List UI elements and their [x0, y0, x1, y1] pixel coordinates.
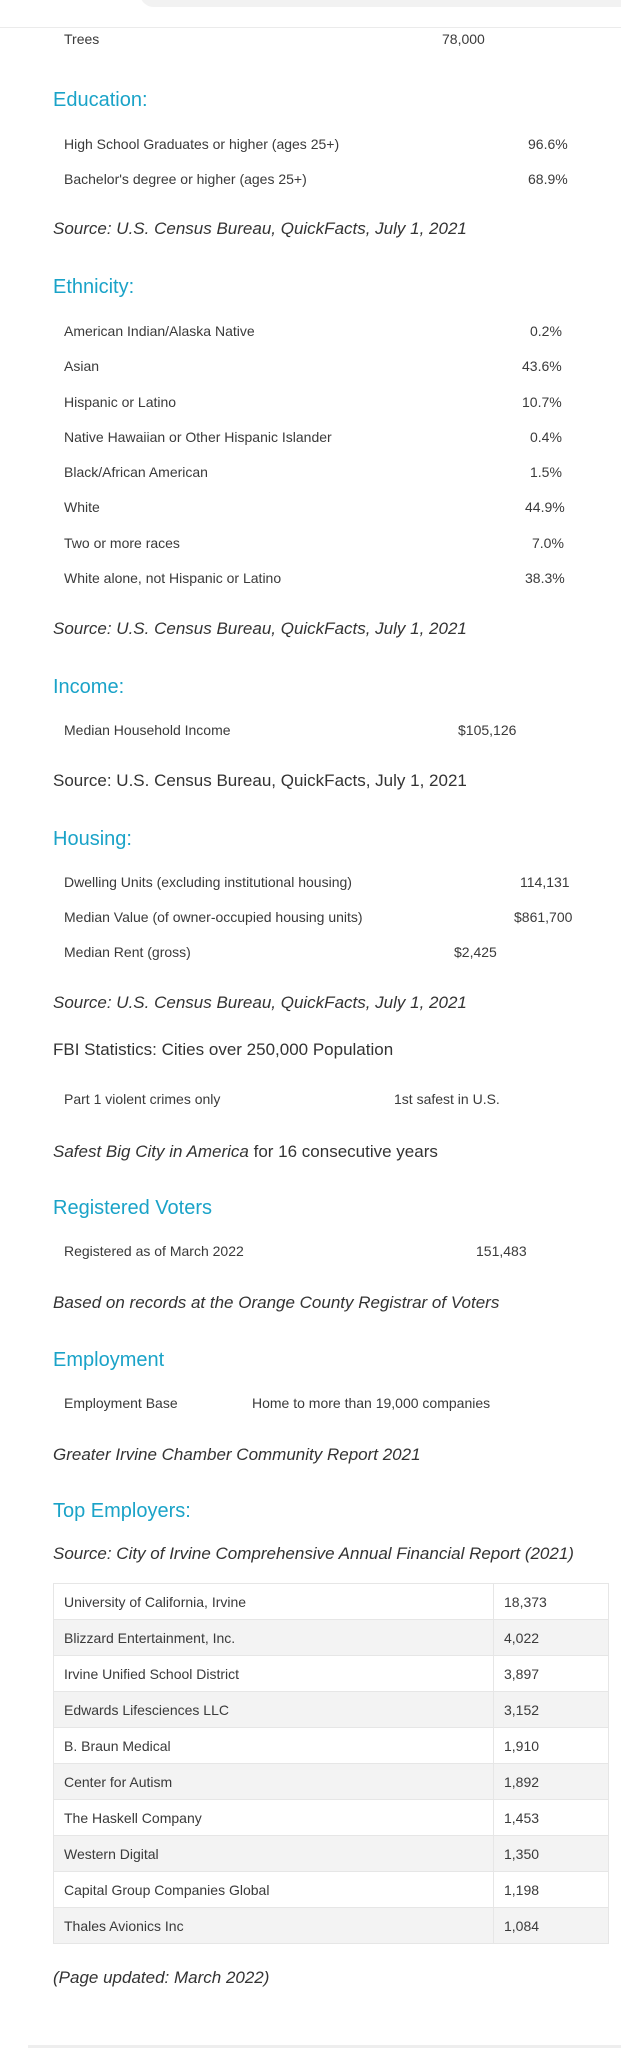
ethnicity-row-value: 10.7%	[522, 394, 562, 410]
top-employers-source: Source: City of Irvine Comprehensive Annual Financial Report (2021)	[53, 1544, 574, 1563]
header-divider	[0, 27, 621, 28]
employer-count: 3,152	[494, 1692, 609, 1728]
table-row	[54, 1800, 609, 1836]
employment-row-value: Home to more than 19,000 companies	[252, 1395, 491, 1411]
footer-divider	[28, 2045, 621, 2048]
employer-name: Blizzard Entertainment, Inc.	[54, 1620, 494, 1656]
income-source: Source: U.S. Census Bureau, QuickFacts, July 1, 2021	[53, 771, 467, 790]
education-row-value: 96.6%	[528, 136, 568, 152]
table-row	[54, 1836, 609, 1872]
search-pill[interactable]	[140, 0, 621, 7]
housing-source: Source: U.S. Census Bureau, QuickFacts, July 1, 2021	[53, 993, 467, 1012]
ethnicity-row-value: 1.5%	[530, 464, 562, 480]
ethnicity-row-label: Hispanic or Latino	[64, 394, 177, 410]
top-search-bar	[0, 0, 621, 28]
voters-row-value: 151,483	[476, 1243, 527, 1259]
trees-label: Trees	[64, 31, 100, 47]
employer-name: Irvine Unified School District	[54, 1656, 494, 1692]
voters-heading: Registered Voters	[53, 1197, 212, 1219]
housing-row-value: 114,131	[520, 874, 570, 890]
income-row-label: Median Household Income	[64, 722, 231, 738]
employer-count: 1,198	[494, 1872, 609, 1908]
employer-count: 3,897	[494, 1656, 609, 1692]
employer-name: Center for Autism	[54, 1764, 494, 1800]
education-row-label: High School Graduates or higher (ages 25+)	[64, 136, 340, 152]
ethnicity-source: Source: U.S. Census Bureau, QuickFacts, July 1, 2021	[53, 619, 467, 638]
employer-count: 18,373	[494, 1584, 609, 1620]
employer-name: B. Braun Medical	[54, 1728, 494, 1764]
employment-source: Greater Irvine Chamber Community Report 2021	[53, 1445, 421, 1464]
table-row	[54, 1908, 609, 1944]
housing-row-label: Dwelling Units (excluding institutional housing)	[64, 874, 352, 890]
housing-row-value: $861,700	[514, 909, 573, 925]
education-row-value: 68.9%	[528, 171, 568, 187]
housing-heading: Housing:	[53, 828, 132, 850]
ethnicity-row-label: American Indian/Alaska Native	[64, 323, 255, 339]
table-row	[54, 1728, 609, 1764]
ethnicity-row-label: Native Hawaiian or Other Hispanic Islander	[64, 429, 332, 445]
employer-count: 1,892	[494, 1764, 609, 1800]
ethnicity-row-value: 43.6%	[522, 358, 562, 374]
ethnicity-row-label: White alone, not Hispanic or Latino	[64, 570, 282, 586]
voters-source: Based on records at the Orange County Registrar of Voters	[53, 1293, 500, 1312]
ethnicity-row-label: Black/African American	[64, 464, 208, 480]
employer-count: 4,022	[494, 1620, 609, 1656]
employment-row-label: Employment Base	[64, 1395, 178, 1411]
employer-count: 1,453	[494, 1800, 609, 1836]
housing-row-label: Median Value (of owner-occupied housing units)	[64, 909, 363, 925]
page-updated-note: (Page updated: March 2022)	[53, 1968, 270, 1987]
employer-name: Edwards Lifesciences LLC	[54, 1692, 494, 1728]
employer-count: 1,084	[494, 1908, 609, 1944]
employer-name: Western Digital	[54, 1836, 494, 1872]
employer-name: The Haskell Company	[54, 1800, 494, 1836]
ethnicity-row-value: 44.9%	[525, 499, 565, 515]
employer-name: University of California, Irvine	[54, 1584, 494, 1620]
housing-row-value: $2,425	[454, 944, 497, 960]
ethnicity-row-value: 0.4%	[530, 429, 562, 445]
ethnicity-row-label: White	[64, 499, 100, 515]
ethnicity-row-label: Two or more races	[64, 535, 180, 551]
employer-name: Thales Avionics Inc	[54, 1908, 494, 1944]
top-employers-heading: Top Employers:	[53, 1500, 191, 1522]
table-row	[54, 1620, 609, 1656]
education-source: Source: U.S. Census Bureau, QuickFacts, July 1, 2021	[53, 219, 467, 238]
table-row	[54, 1872, 609, 1908]
education-row-label: Bachelor's degree or higher (ages 25+)	[64, 171, 307, 187]
employer-name: Capital Group Companies Global	[54, 1872, 494, 1908]
fbi-heading: FBI Statistics: Cities over 250,000 Population	[53, 1040, 394, 1059]
employment-heading: Employment	[53, 1349, 165, 1371]
table-row	[54, 1764, 609, 1800]
fbi-note-emphasis: Safest Big City in America	[53, 1142, 249, 1161]
housing-row-label: Median Rent (gross)	[64, 944, 191, 960]
fbi-note	[53, 1142, 438, 1162]
employer-count: 1,910	[494, 1728, 609, 1764]
table-row	[54, 1656, 609, 1692]
fbi-row-value: 1st safest in U.S.	[394, 1091, 500, 1107]
ethnicity-heading: Ethnicity:	[53, 276, 135, 298]
top-employers-table	[53, 1583, 609, 1944]
employer-count: 1,350	[494, 1836, 609, 1872]
trees-value: 78,000	[442, 31, 485, 47]
voters-row-label: Registered as of March 2022	[64, 1243, 244, 1259]
income-row-value: $105,126	[458, 722, 517, 738]
income-heading: Income:	[53, 676, 125, 698]
table-row	[54, 1692, 609, 1728]
ethnicity-row-value: 7.0%	[532, 535, 564, 551]
fbi-note-rest: for 16 consecutive years	[248, 1142, 438, 1161]
fbi-row-label: Part 1 violent crimes only	[64, 1091, 221, 1107]
ethnicity-row-label: Asian	[64, 358, 100, 374]
education-heading: Education:	[53, 89, 148, 111]
table-row	[54, 1584, 609, 1620]
ethnicity-row-value: 0.2%	[530, 323, 562, 339]
ethnicity-row-value: 38.3%	[525, 570, 565, 586]
